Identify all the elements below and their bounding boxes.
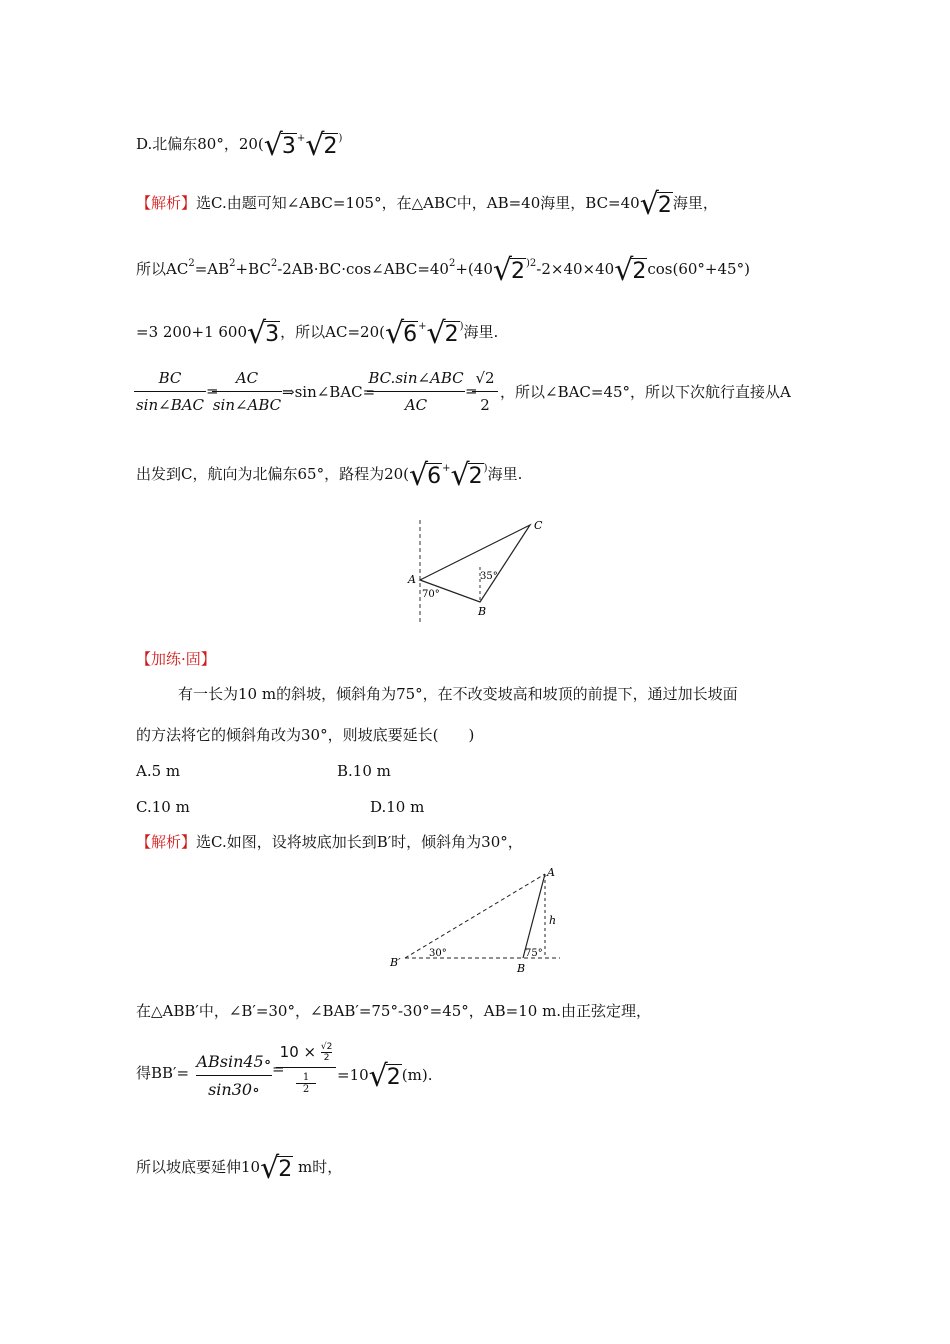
text: ，所以AC=20( [280, 323, 385, 341]
solution-label: 【解析】 [136, 833, 197, 851]
small-fraction [321, 1042, 332, 1063]
option-d: D.10 m [370, 798, 425, 816]
plus-sign: + [442, 463, 451, 474]
text: =10 [337, 1066, 369, 1084]
denominator [276, 1067, 336, 1095]
bb-prime-text: 得BB′= [136, 1064, 190, 1082]
text: -2×40×40 [536, 260, 615, 278]
angle-70: 70° [422, 589, 440, 600]
numerator: √2 [475, 369, 495, 387]
course-line [136, 458, 522, 491]
sqrt-icon: √ [260, 1151, 280, 1186]
denominator: AC [367, 391, 465, 414]
navigation-triangle-figure [400, 515, 560, 630]
exponent: 2 [529, 258, 537, 269]
sqrt-icon: √ [614, 253, 634, 288]
denominator: 2 [472, 391, 498, 414]
radicand: 2 [386, 1065, 401, 1090]
label-b-prime: B′ [390, 956, 401, 969]
fraction-ac-over-sinabc [212, 369, 282, 414]
denominator: sin∠ABC [212, 391, 282, 414]
extended-slope [405, 874, 545, 958]
text: cos(60°+45°) [647, 260, 750, 278]
fraction-sin-bac [367, 369, 465, 414]
text: =AB [194, 260, 230, 278]
sqrt-icon: √ [639, 187, 659, 222]
option-d-line [136, 128, 342, 161]
equals-sign: = [206, 382, 219, 400]
equals-sign: = [272, 1060, 285, 1078]
exponent: 2 [229, 258, 236, 269]
label-b: B [478, 605, 487, 618]
fraction-numeric [276, 1042, 336, 1095]
numerator [276, 1042, 336, 1067]
denominator: sin∠BAC [134, 391, 206, 414]
text: +BC [235, 260, 271, 278]
text: (m). [401, 1066, 433, 1084]
radicand: 2 [278, 1157, 293, 1182]
small-num: √2 [320, 1042, 333, 1052]
label-a: A [408, 573, 416, 586]
unit-text: 海里， [672, 194, 718, 212]
solution-1-line [136, 187, 718, 222]
radicand: 2 [511, 259, 525, 284]
text: +(40 [455, 260, 493, 278]
label-h: h [549, 914, 557, 927]
angle-35: 35° [480, 571, 498, 582]
solution-text: 选C.由题可知∠ABC=105°，在△ABC中，AB=40海里，BC=40 [196, 194, 640, 212]
radicand: 2 [657, 193, 672, 218]
slope-figure [385, 862, 565, 977]
denominator: sin30∘ [196, 1075, 272, 1099]
fraction-bc-over-sinbac [134, 369, 206, 414]
text: 所以AC [136, 260, 189, 278]
law-of-cosines-line [136, 253, 750, 286]
sqrt-icon: √ [492, 253, 512, 288]
close-paren: ) [483, 463, 488, 474]
den-den: 2 [296, 1083, 316, 1095]
equals-sign: = [465, 382, 478, 400]
sqrt-icon: √ [263, 128, 283, 163]
original-slope [523, 874, 545, 958]
bb-prime-result [337, 1059, 433, 1094]
radicand: 2 [323, 134, 338, 159]
implies-text: ⇒sin∠BAC= [282, 383, 376, 401]
label-b: B [517, 962, 526, 975]
small-den: 2 [321, 1052, 332, 1063]
option-b: B.10 m [337, 762, 391, 780]
text: 所以坡底要延伸10 [136, 1158, 261, 1176]
close-paren: ) [459, 321, 464, 332]
angle-75: 75° [525, 948, 543, 959]
angle-30: 30° [429, 948, 447, 959]
num-text: 10 × [279, 1043, 317, 1061]
exponent: 2 [188, 258, 195, 269]
close-paren: ) [338, 133, 343, 144]
radicand: 3 [281, 134, 296, 159]
plus-sign: + [296, 133, 306, 144]
text: =3 200+1 600 [136, 323, 248, 341]
sine-law-text: 在△ABB′中，∠B′=30°，∠BAB′=75°-30°=45°，AB=10 m.由正弦定理， [136, 1002, 652, 1020]
sqrt-icon: √ [450, 458, 470, 493]
text: m时， [298, 1158, 343, 1176]
problem-text-2: 的方法将它的倾斜角改为30°，则坡底要延长( ) [136, 726, 475, 744]
label-c: C [534, 519, 543, 532]
radicand: 2 [468, 464, 483, 489]
numerator: BC [158, 369, 182, 387]
text: -2AB·BC·cos∠ABC=40 [277, 260, 449, 278]
exponent: 2 [270, 258, 278, 269]
numerator: ABsin45∘ [196, 1052, 272, 1071]
problem-text-1: 有一长为10 m的斜坡，倾斜角为75°，在不改变坡高和坡顶的前提下，通过加长坡面 [178, 685, 738, 703]
sqrt-icon: √ [426, 316, 446, 351]
fraction-absin45-over-sin30 [196, 1052, 272, 1099]
label-a: A [547, 866, 555, 879]
text: 海里. [463, 323, 499, 341]
radicand: 6 [427, 464, 442, 489]
radicand: 3 [265, 322, 280, 347]
radicand: 2 [444, 322, 459, 347]
den-num: 1 [302, 1072, 310, 1083]
numerator: BC.sin∠ABC [368, 369, 464, 387]
text: 海里. [487, 465, 523, 483]
solution-2-line [136, 831, 523, 853]
fraction-root2-over-2 [472, 369, 498, 414]
exponent: 2 [448, 258, 456, 269]
sqrt-icon: √ [305, 128, 325, 163]
close-paren: ) [526, 258, 530, 269]
option-c: C.10 m [136, 798, 190, 816]
sqrt-icon: √ [247, 316, 267, 351]
radicand: 2 [632, 259, 647, 284]
radicand: 6 [403, 322, 418, 347]
sqrt-icon: √ [409, 458, 429, 493]
option-a: A.5 m [136, 762, 181, 780]
plus-sign: + [418, 321, 427, 332]
numerator: AC [235, 369, 259, 387]
solution-label: 【解析】 [136, 194, 197, 212]
conclusion-text: ，所以∠BAC=45°，所以下次航行直接从A [500, 383, 791, 401]
option-d-text: D.北偏东80°，20( [136, 135, 264, 153]
text: 出发到C，航向为北偏东65°，路程为20( [136, 465, 410, 483]
conclusion-line [136, 1151, 343, 1186]
sqrt-icon: √ [384, 316, 405, 351]
solution-text: 选C.如图，设将坡底加长到B′时，倾斜角为30°， [196, 833, 523, 851]
sqrt-icon: √ [368, 1059, 388, 1094]
ac-result-line [136, 316, 498, 349]
practice-heading: 【加练·固】 [136, 650, 216, 668]
